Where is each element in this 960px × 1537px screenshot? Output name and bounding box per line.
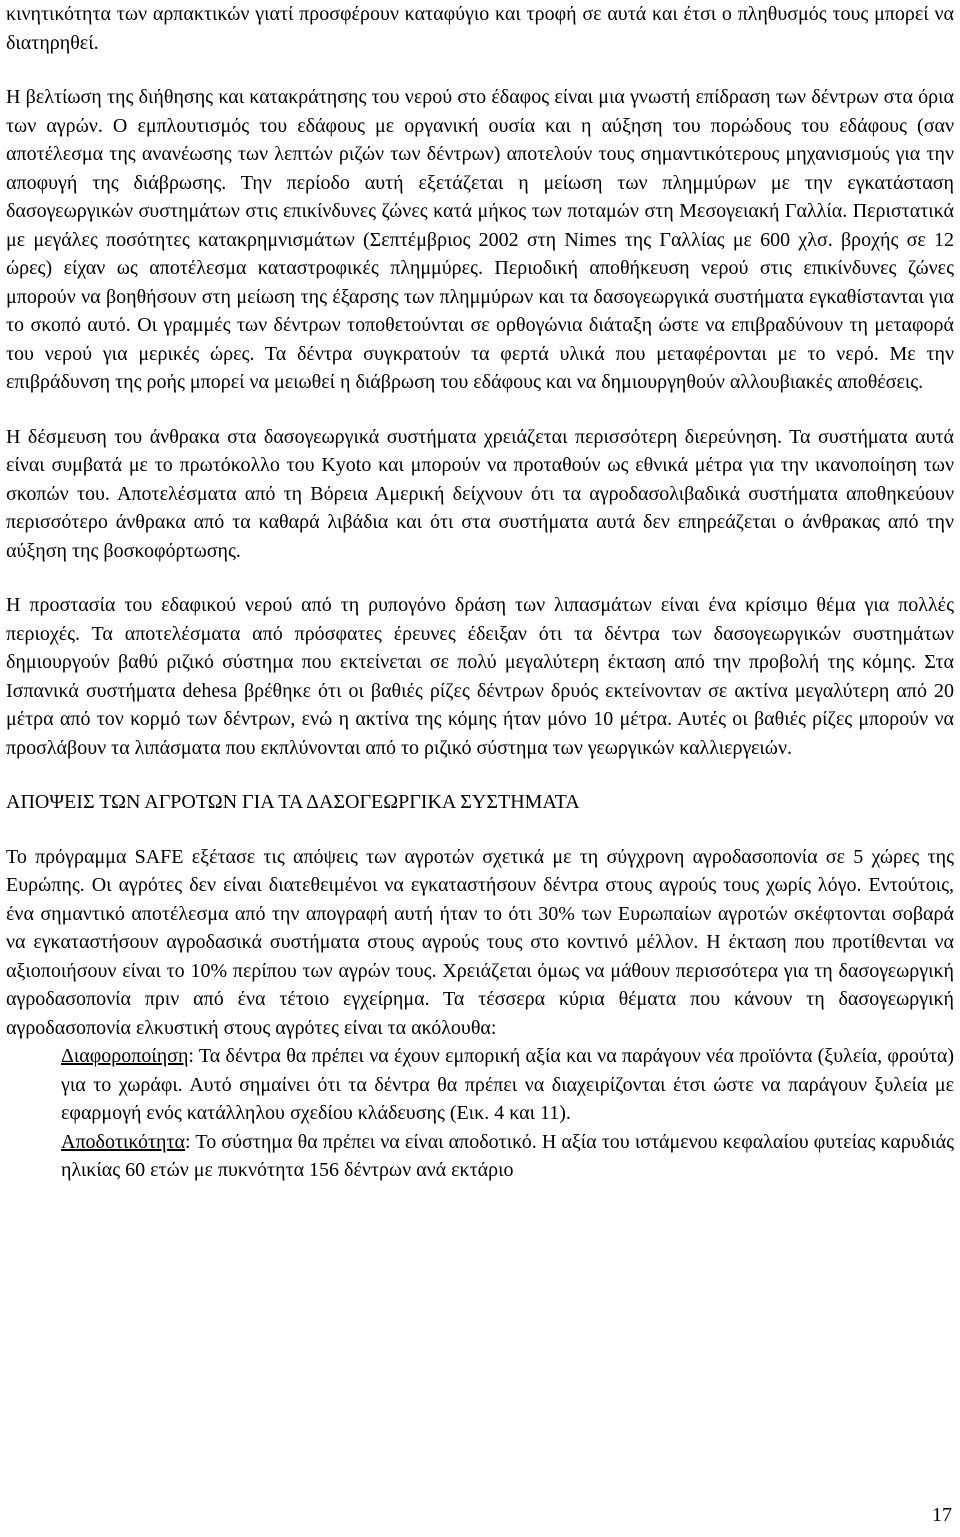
paragraph-spacer [6, 817, 954, 843]
paragraph-carbon-sequestration: Η δέσμευση του άνθρακα στα δασογεωργικά συστήματα χρειάζεται περισσότερη διερεύνηση. Τα συστήματα αυτά είναι συμβατά με το πρωτόκολλο του Kyoto και μπορούν να προταθούν ως εθνικά μέτρα για την ικανοποίηση των σκοπών του. Αποτελέσματα από τη Βόρεια Αμερική δείχνουν ότι τα αγροδασολιβαδικά συστήματα αποθηκεύουν περισσότερο άνθρακα από τα καθαρά λιβάδια και ότι στα συστήματα αυτά δεν επηρεάζεται ο άνθρακας από την αύξηση της βοσκοφόρτωσης. [6, 425, 954, 562]
list-item-term: Αποδοτικότητα [61, 1130, 186, 1153]
paragraph-predators: κινητικότητα των αρπακτικών γιατί προσφέρουν καταφύγιο και τροφή σε αυτά και έτσι ο πληθυσμός τους μπορεί να διατηρηθεί. [6, 3, 954, 54]
list-item-text: : Το σύστημα θα πρέπει να είναι αποδοτικό. Η αξία του ιστάμενου κεφαλαίου φυτείας καρυδιάς ηλικίας 60 ετών με πυκνότητα 156 δέντρων ανά εκτάριο [61, 1130, 954, 1181]
paragraph-groundwater-protection: Η προστασία του εδαφικού νερού από τη ρυπογόνο δράση των λιπασμάτων είναι ένα κρίσιμο θέμα για πολλές περιοχές. Τα αποτελέσματα από πρόσφατες έρευνες έδειξαν ότι τα δέντρα των δασογεωργικών συστημάτων δημιουργούν βαθύ ριζικό σύστημα που εκτείνεται σε πολύ μεγαλύτερη έκταση από την προβολή της κόμης. Στα Ισπανικά συστήματα dehesa βρέθηκε ότι οι βαθιές ρίζες δέντρων δρυός εκτείνονταν σε ακτίνα μεγαλύτερη από 20 μέτρα από τον κορμό των δέντρων, ενώ η ακτίνα της κόμης ήταν μόνο 10 μέτρα. Αυτές οι βαθιές ρίζες μπορούν να προσλάβουν τα λιπάσματα που εκπλύνονται από το ριζικό σύστημα των γεωργικών καλλιεργειών. [6, 594, 954, 759]
paragraph-spacer [6, 397, 954, 423]
list-item-profitability [6, 1128, 954, 1185]
list-item-diversification [6, 1042, 954, 1128]
section-heading: ΑΠΟΨΕΙΣ ΤΩΝ ΑΓΡΟΤΩΝ ΓΙΑ ΤΑ ΔΑΣΟΓΕΩΡΓΙΚΑ ΣΥΣΤΗΜΑΤΑ [6, 791, 580, 813]
paragraph-spacer [6, 57, 954, 83]
paragraph-spacer [6, 762, 954, 788]
list-item-text: : Τα δέντρα θα πρέπει να έχουν εμπορική αξία και να παράγουν νέα προϊόντα (ξυλεία, φρούτα) για το χωράφι. Αυτό σημαίνει ότι τα δέντρα θα πρέπει να διαχειρίζονται έτσι ώστε να παράγουν ξυλεία με εφαρμογή ενός κατάλληλου σχεδίου κλάδευσης (Εικ. 4 και 11). [61, 1045, 954, 1124]
paragraph-safe-program: Το πρόγραμμα SAFE εξέτασε τις απόψεις των αγροτών σχετικά με τη σύγχρονη αγροδασοπονία σε 5 χώρες της Ευρώπης. Οι αγρότες δεν είναι διατεθειμένοι να εγκαταστήσουν δέντρα στους αγρούς τους χωρίς λόγο. Εντούτοις, ένα σημαντικό αποτέλεσμα από την απογραφή αυτή ήταν το ότι 30% των Ευρωπαίων αγροτών σκέφτονται σοβαρά να εγκαταστήσουν αγροδασικά συστήματα στους αγρούς τους στο κοντινό μέλλον. Η έκταση που προτίθενται να αξιοποιήσουν είναι το 10% περίπου των αγρών τους. Χρειάζεται όμως να μάθουν περισσότερα για τη δασογεωργική αγροδασοπονία πριν από ένα τέτοιο εγχείρημα. Τα τέσσερα κύρια θέματα που κάνουν τη δασογεωργική αγροδασοπονία ελκυστική στους αγρότες είναι τα ακόλουθα: [6, 845, 954, 1039]
page-number: 17 [932, 1504, 952, 1526]
paragraph-water-infiltration: Η βελτίωση της διήθησης και κατακράτησης του νερού στο έδαφος είναι μια γνωστή επίδραση των δέντρων στα όρια των αγρών. Ο εμπλουτισμός του εδάφους με οργανική ουσία και η αύξηση του πορώδους του εδάφους (σαν αποτέλεσμα της ανανέωσης των λεπτών ριζών των δέντρων) αποτελούν τους σημαντικότερους μηχανισμούς για την αποφυγή της διάβρωσης. Την περίοδο αυτή εξετάζεται η μείωση των πλημμύρων με την εγκατάσταση δασογεωργικών συστημάτων στις επικίνδυνες ζώνες κατά μήκος των ποταμών στη Μεσογειακή Γαλλία. Περιστατικά με μεγάλες ποσότητες κατακρημνισμάτων (Σεπτέμβριος 2002 στη Nimes της Γαλλίας με 600 χλσ. βροχής σε 12 ώρες) είχαν ως αποτέλεσμα καταστροφικές πλημμύρες. Περιοδική αποθήκευση νερού στις επικίνδυνες ζώνες μπορούν να βοηθήσουν στη μείωση της έξαρσης των πλημμύρων και τα δασογεωργικά συστήματα εγκαθίστανται για το σκοπό αυτό. Οι γραμμές των δέντρων τοποθετούνται σε ορθογώνια διάταξη ώστε να επιβραδύνουν τη μεταφορά του νερού για μερικές ώρες. Τα δέντρα συγκρατούν τα φερτά υλικά που μεταφέρονται με το νερό. Με την επιβράδυνση της ροής μπορεί να μειωθεί η διάβρωση του εδάφους και να δημιουργηθούν αλλουβιακές αποθέσεις. [6, 86, 954, 393]
document-page [6, 0, 954, 1185]
paragraph-spacer [6, 565, 954, 591]
list-item-term: Διαφοροποίηση [61, 1045, 189, 1067]
